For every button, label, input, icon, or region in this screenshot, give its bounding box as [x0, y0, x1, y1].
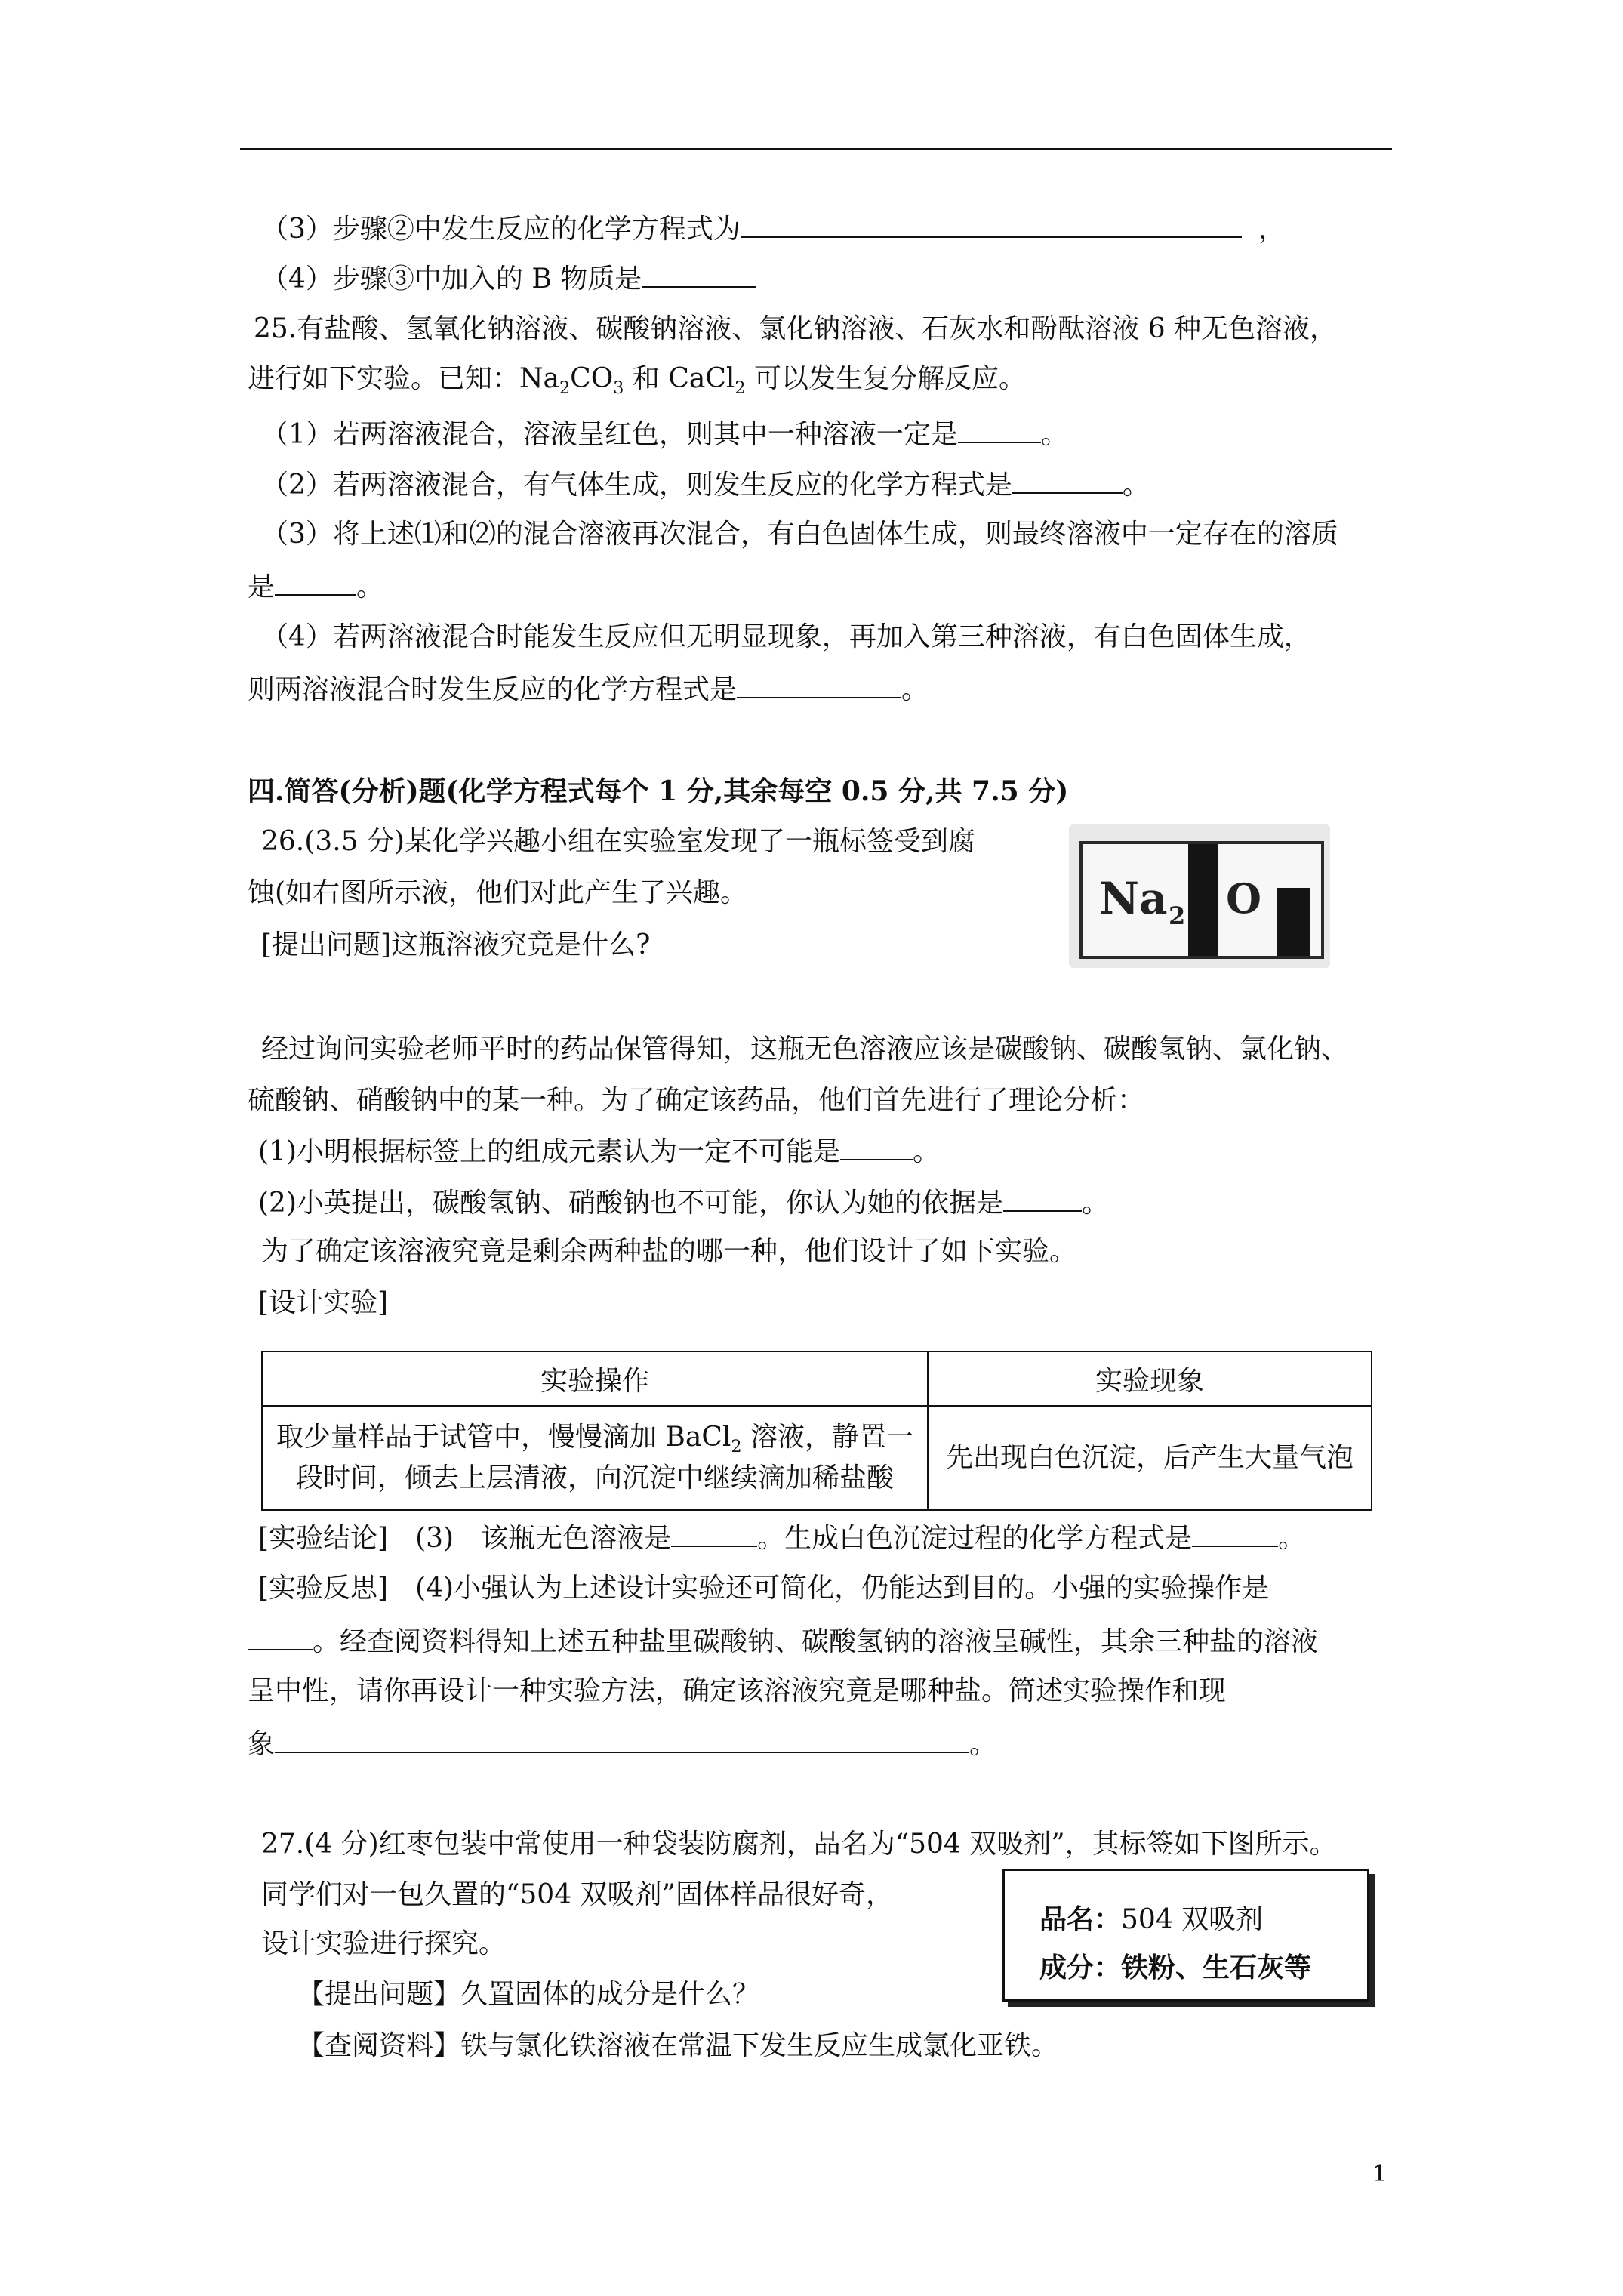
answer-blank[interactable] [671, 1523, 757, 1547]
q26-transition: 为了确定该溶液究竟是剩余两种盐的哪一种，他们设计了如下实验。 [261, 1236, 1077, 1267]
q25-stem-1: 25.有盐酸、氢氧化钠溶液、碳酸钠溶液、氯化钠溶液、石灰水和酚酞溶液 6 种无色溶液， [254, 313, 1338, 344]
answer-blank[interactable] [1192, 1523, 1278, 1547]
answer-blank[interactable] [741, 214, 1242, 238]
answer-blank[interactable] [248, 1626, 313, 1650]
q26-stem-2: 蚀(如右图所示液，他们对此产生了兴趣。 [248, 877, 748, 908]
q26-part-1: (1)小明根据标签上的组成元素认为一定不可能是 。 [258, 1136, 941, 1167]
q26-stem-1: 26.(3.5 分)某化学兴趣小组在实验室发现了一瓶标签受到腐 [261, 826, 976, 857]
answer-blank[interactable] [1012, 470, 1123, 494]
q26-part-4d: 象 。 [248, 1729, 997, 1760]
q27-question: 【提出问题】久置固体的成分是什么？ [297, 1979, 760, 2010]
q25-stem-2: 进行如下实验。已知：$Na_2CO_3$ 和 CaCl$_2$ 可以发生复分解反应。 [248, 363, 1027, 398]
q26-part-4c: 呈中性，请你再设计一种实验方法，确定该溶液究竟是哪种盐。简述实验操作和现 [248, 1675, 1227, 1706]
line-q24-4: （4）步骤③中加入的 B 物质是 [261, 264, 756, 293]
q26-part-4b: 。经查阅资料得知上述五种盐里碳酸钠、碳酸氢钠的溶液呈碱性，其余三种盐的溶液 [248, 1626, 1318, 1656]
page-number: 1 [1372, 2161, 1387, 2187]
answer-blank[interactable] [275, 1729, 969, 1753]
answer-blank[interactable] [642, 264, 756, 288]
q27-reference: 【查阅资料】铁与氯化铁溶液在常温下发生反应生成氯化亚铁。 [297, 2030, 1059, 2061]
product-label-504 [1002, 1869, 1369, 2002]
q25-part-4b: 则两溶液混合时发生反应的化学方程式是 。 [248, 674, 929, 705]
q25-part-3a: （3）将上述⑴和⑵的混合溶液再次混合，有白色固体生成，则最终溶液中一定存在的溶质 [261, 519, 1338, 550]
q26-question: [提出问题]这瓶溶液究竟是什么? [261, 929, 651, 960]
header-rule [240, 148, 1392, 150]
table-cell-operation: 取少量样品于试管中，慢慢滴加 BaCl$_2$ 溶液，静置一 段时间，倾去上层清液，向沉淀中继续滴加稀盐酸 [262, 1406, 928, 1510]
q27-stem-1: 27.(4 分)红枣包装中常使用一种袋装防腐剂，品名为“504 双吸剂”，其标签如下图所示。 [261, 1829, 1337, 1860]
label-composition: 成分：铁粉、生石灰等 [1039, 1952, 1312, 1983]
experiment-table [261, 1351, 1372, 1511]
q26-part-4a: [实验反思] (4)小强认为上述设计实验还可简化，仍能达到目的。小强的实验操作是 [258, 1573, 1270, 1604]
section-4-heading: 四.简答(分析)题(化学方程式每个 1 分,其余每空 0.5 分,共 7.5 分) [248, 775, 1069, 807]
line-q24-3: （3）步骤②中发生反应的化学方程式为 ， [261, 214, 1286, 245]
q26-part-2: (2)小英提出，碳酸氢钠、硝酸钠也不可能，你认为她的依据是 。 [258, 1188, 1110, 1219]
table-header-operation: 实验操作 [262, 1351, 928, 1406]
answer-blank[interactable] [1003, 1188, 1082, 1212]
label-na-text: Na [1099, 873, 1168, 924]
q25-part-1: （1）若两溶液混合，溶液呈红色，则其中一种溶液一定是 。 [261, 419, 1068, 450]
table-header-phenomenon: 实验现象 [928, 1351, 1372, 1406]
q26-design-heading: [设计实验] [258, 1287, 389, 1318]
answer-blank[interactable] [275, 572, 356, 596]
q26-part-3: [实验结论] (3) 该瓶无色溶液是 。生成白色沉淀过程的化学方程式是 。 [258, 1523, 1306, 1554]
label-subscript: 2 [1169, 901, 1186, 930]
q27-stem-2: 同学们对一包久置的“504 双吸剂”固体样品很好奇， [261, 1879, 893, 1910]
label-o-text: O [1226, 874, 1262, 923]
q25-part-3b: 是 。 [248, 572, 384, 603]
q25-part-2: （2）若两溶液混合，有气体生成，则发生反应的化学方程式是 。 [261, 470, 1150, 501]
q26-info-2: 硫酸钠、硝酸钠中的某一种。为了确定该药品，他们首先进行了理论分析： [248, 1085, 1145, 1116]
q26-info-1: 经过询问实验老师平时的药品保管得知，这瓶无色溶液应该是碳酸钠、碳酸氢钠、氯化钠、 [261, 1034, 1349, 1065]
corroded-label-figure [1069, 824, 1330, 968]
q25-part-4a: （4）若两溶液混合时能发生反应但无明显现象，再加入第三种溶液，有白色固体生成， [261, 621, 1311, 652]
answer-blank[interactable] [840, 1136, 913, 1160]
label-product-name: 品名：504 双吸剂 [1039, 1903, 1264, 1935]
q27-stem-3: 设计实验进行探究。 [261, 1928, 507, 1959]
corroded-bar [1277, 888, 1310, 956]
corroded-bar [1188, 844, 1218, 956]
table-cell-phenomenon: 先出现白色沉淀，后产生大量气泡 [928, 1406, 1372, 1510]
answer-blank[interactable] [737, 674, 901, 698]
answer-blank[interactable] [958, 419, 1041, 443]
